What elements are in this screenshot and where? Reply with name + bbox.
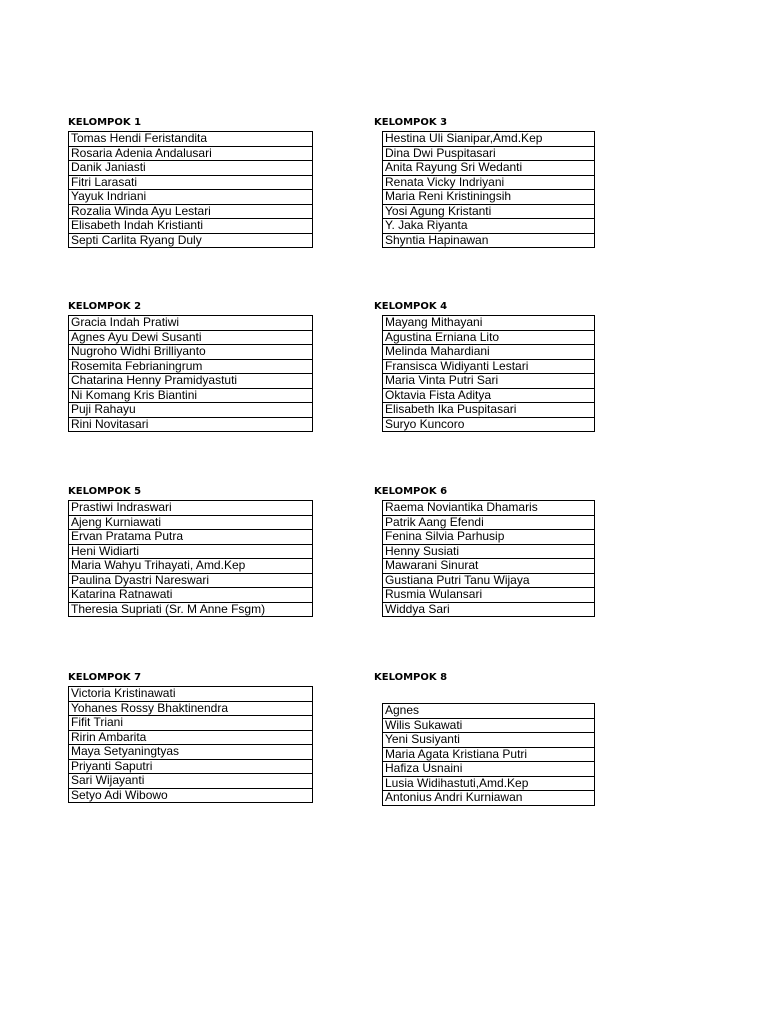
- group-title: KELOMPOK 4: [374, 301, 448, 312]
- table-row: [383, 359, 595, 374]
- member-name: Gracia Indah Pratiwi: [69, 316, 313, 331]
- table-row: [383, 388, 595, 403]
- group-kelompok-5: [68, 486, 313, 617]
- member-table: [68, 315, 313, 432]
- member-name: Lusia Widihastuti,Amd.Kep: [383, 776, 595, 791]
- member-name: Mayang Mithayani: [383, 316, 595, 331]
- table-row: [383, 233, 595, 248]
- table-row: [383, 704, 595, 719]
- member-name: Victoria Kristinawati: [69, 687, 313, 702]
- member-name: Agnes: [383, 704, 595, 719]
- table-row: [69, 774, 313, 789]
- table-row: [383, 588, 595, 603]
- table-row: [383, 559, 595, 574]
- table-row: [69, 701, 313, 716]
- member-name: Yosi Agung Kristanti: [383, 204, 595, 219]
- table-row: [383, 602, 595, 617]
- member-name: Suryo Kuncoro: [383, 417, 595, 432]
- member-name: Nugroho Widhi Brilliyanto: [69, 345, 313, 360]
- member-name: Maya Setyaningtyas: [69, 745, 313, 760]
- table-row: [69, 161, 313, 176]
- member-name: Hestina Uli Sianipar,Amd.Kep: [383, 132, 595, 147]
- member-name: Rozalia Winda Ayu Lestari: [69, 204, 313, 219]
- table-row: [69, 132, 313, 147]
- member-name: Wilis Sukawati: [383, 718, 595, 733]
- table-row: [383, 530, 595, 545]
- member-name: Henny Susiati: [383, 544, 595, 559]
- table-row: [69, 573, 313, 588]
- member-name: Rusmia Wulansari: [383, 588, 595, 603]
- table-row: [383, 175, 595, 190]
- table-row: [383, 501, 595, 516]
- member-name: Heni Widiarti: [69, 544, 313, 559]
- member-name: Chatarina Henny Pramidyastuti: [69, 374, 313, 389]
- member-name: Renata Vicky Indriyani: [383, 175, 595, 190]
- table-row: [69, 716, 313, 731]
- table-row: [69, 588, 313, 603]
- table-row: [69, 417, 313, 432]
- member-name: Paulina Dyastri Nareswari: [69, 573, 313, 588]
- table-row: [383, 204, 595, 219]
- member-name: Agustina Erniana Lito: [383, 330, 595, 345]
- member-name: Puji Rahayu: [69, 403, 313, 418]
- table-row: [69, 403, 313, 418]
- group-kelompok-1: [68, 117, 313, 248]
- table-row: [69, 788, 313, 803]
- group-title: KELOMPOK 7: [68, 672, 142, 683]
- member-name: Anita Rayung Sri Wedanti: [383, 161, 595, 176]
- table-row: [69, 219, 313, 234]
- member-name: Maria Vinta Putri Sari: [383, 374, 595, 389]
- member-name: Rosemita Febrianingrum: [69, 359, 313, 374]
- member-name: Maria Wahyu Trihayati, Amd.Kep: [69, 559, 313, 574]
- member-name: Tomas Hendi Feristandita: [69, 132, 313, 147]
- table-row: [69, 190, 313, 205]
- group-kelompok-8: [374, 672, 595, 806]
- table-row: [69, 175, 313, 190]
- member-name: Elisabeth Ika Puspitasari: [383, 403, 595, 418]
- table-row: [69, 316, 313, 331]
- member-name: Septi Carlita Ryang Duly: [69, 233, 313, 248]
- table-row: [69, 501, 313, 516]
- table-row: [383, 762, 595, 777]
- table-row: [69, 359, 313, 374]
- member-table: [382, 315, 595, 432]
- table-row: [69, 759, 313, 774]
- table-row: [69, 330, 313, 345]
- table-row: [383, 417, 595, 432]
- member-name: Antonius Andri Kurniawan: [383, 791, 595, 806]
- member-name: Gustiana Putri Tanu Wijaya: [383, 573, 595, 588]
- table-row: [383, 733, 595, 748]
- table-row: [383, 316, 595, 331]
- group-kelompok-2: [68, 301, 313, 432]
- member-table: [382, 703, 595, 806]
- group-title: KELOMPOK 6: [374, 486, 448, 497]
- table-row: [69, 687, 313, 702]
- member-name: Patrik Aang Efendi: [383, 515, 595, 530]
- group-kelompok-7: [68, 672, 313, 803]
- member-name: Priyanti Saputri: [69, 759, 313, 774]
- member-table: [68, 500, 313, 617]
- member-name: Hafiza Usnaini: [383, 762, 595, 777]
- member-name: Agnes Ayu Dewi Susanti: [69, 330, 313, 345]
- table-row: [383, 219, 595, 234]
- table-row: [69, 345, 313, 360]
- table-row: [69, 745, 313, 760]
- table-row: [383, 403, 595, 418]
- group-title: KELOMPOK 3: [374, 117, 448, 128]
- member-name: Yohanes Rossy Bhaktinendra: [69, 701, 313, 716]
- table-row: [383, 345, 595, 360]
- member-name: Prastiwi Indraswari: [69, 501, 313, 516]
- member-name: Mawarani Sinurat: [383, 559, 595, 574]
- table-row: [69, 730, 313, 745]
- member-name: Elisabeth Indah Kristianti: [69, 219, 313, 234]
- group-kelompok-4: [374, 301, 595, 432]
- member-name: Shyntia Hapinawan: [383, 233, 595, 248]
- member-name: Widdya Sari: [383, 602, 595, 617]
- member-name: Ni Komang Kris Biantini: [69, 388, 313, 403]
- table-row: [69, 515, 313, 530]
- member-name: Melinda Mahardiani: [383, 345, 595, 360]
- member-name: Danik Janiasti: [69, 161, 313, 176]
- table-row: [383, 747, 595, 762]
- group-title: KELOMPOK 8: [374, 672, 448, 683]
- table-row: [69, 530, 313, 545]
- table-row: [383, 515, 595, 530]
- group-title: KELOMPOK 5: [68, 486, 142, 497]
- table-row: [383, 544, 595, 559]
- table-row: [383, 132, 595, 147]
- table-row: [383, 776, 595, 791]
- table-row: [69, 146, 313, 161]
- member-name: Y. Jaka Riyanta: [383, 219, 595, 234]
- member-table: [382, 500, 595, 617]
- table-row: [383, 190, 595, 205]
- table-row: [383, 330, 595, 345]
- member-name: Dina Dwi Puspitasari: [383, 146, 595, 161]
- table-row: [69, 602, 313, 617]
- member-name: Rosaria Adenia Andalusari: [69, 146, 313, 161]
- table-row: [69, 374, 313, 389]
- member-name: Ervan Pratama Putra: [69, 530, 313, 545]
- member-table: [68, 131, 313, 248]
- member-name: Ririn Ambarita: [69, 730, 313, 745]
- group-kelompok-6: [374, 486, 595, 617]
- member-name: Rini Novitasari: [69, 417, 313, 432]
- table-row: [383, 374, 595, 389]
- table-row: [383, 791, 595, 806]
- member-name: Fitri Larasati: [69, 175, 313, 190]
- table-row: [69, 544, 313, 559]
- table-row: [383, 161, 595, 176]
- member-name: Fenina Silvia Parhusip: [383, 530, 595, 545]
- table-row: [69, 204, 313, 219]
- member-table: [382, 131, 595, 248]
- member-name: Yeni Susiyanti: [383, 733, 595, 748]
- member-name: Theresia Supriati (Sr. M Anne Fsgm): [69, 602, 313, 617]
- table-row: [69, 559, 313, 574]
- member-name: Ajeng Kurniawati: [69, 515, 313, 530]
- table-row: [383, 573, 595, 588]
- table-row: [383, 146, 595, 161]
- group-title: KELOMPOK 2: [68, 301, 142, 312]
- member-name: Raema Noviantika Dhamaris: [383, 501, 595, 516]
- member-name: Fransisca Widiyanti Lestari: [383, 359, 595, 374]
- member-name: Oktavia Fista Aditya: [383, 388, 595, 403]
- member-name: Fifit Triani: [69, 716, 313, 731]
- member-name: Katarina Ratnawati: [69, 588, 313, 603]
- group-title: KELOMPOK 1: [68, 117, 142, 128]
- member-name: Sari Wijayanti: [69, 774, 313, 789]
- member-name: Setyo Adi Wibowo: [69, 788, 313, 803]
- group-kelompok-3: [374, 117, 595, 248]
- member-name: Maria Reni Kristiningsih: [383, 190, 595, 205]
- table-row: [383, 718, 595, 733]
- table-row: [69, 233, 313, 248]
- table-row: [69, 388, 313, 403]
- member-name: Yayuk Indriani: [69, 190, 313, 205]
- member-table: [68, 686, 313, 803]
- member-name: Maria Agata Kristiana Putri: [383, 747, 595, 762]
